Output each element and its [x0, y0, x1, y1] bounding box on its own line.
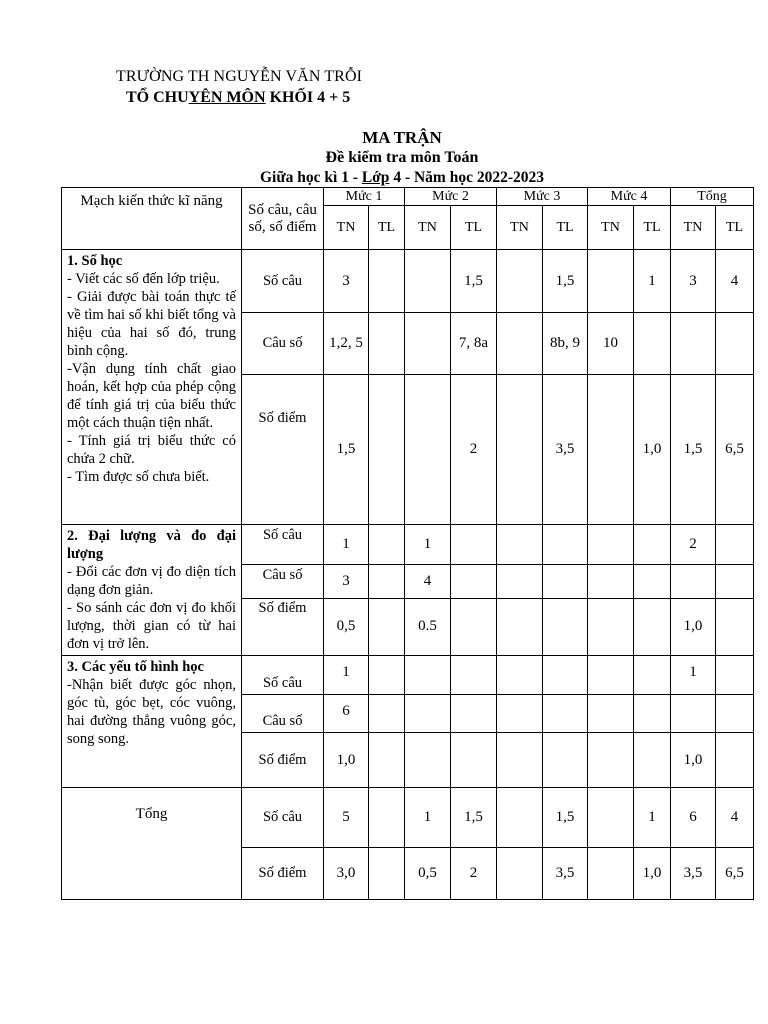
cell: 1,5 [324, 375, 369, 525]
section-2-line: - Đổi các đơn vị đo diện tích dạng đơn giản. [67, 564, 236, 598]
cell [588, 656, 634, 695]
cell [588, 848, 634, 900]
cell [369, 375, 405, 525]
row-label: Số câu [242, 656, 324, 695]
cell [405, 375, 451, 525]
cell [716, 695, 754, 733]
cell [497, 656, 543, 695]
cell [497, 598, 543, 655]
header-level-3: Mức 3 [497, 188, 588, 206]
header-tn: TN [405, 206, 451, 250]
cell: 1 [405, 525, 451, 565]
section-3-description [62, 656, 242, 788]
header-tl: TL [634, 206, 671, 250]
cell: 8b, 9 [543, 313, 588, 375]
cell [716, 598, 754, 655]
section-1-line: - Tìm được số chưa biết. [67, 469, 210, 485]
cell [716, 564, 754, 598]
cell [497, 733, 543, 788]
cell [543, 525, 588, 565]
cell: 5 [324, 788, 369, 848]
cell [543, 598, 588, 655]
cell [543, 733, 588, 788]
cell [451, 695, 497, 733]
cell [671, 313, 716, 375]
section-3-line: -Nhận biết được góc nhọn, góc tù, góc bẹt, cóc vuông, hai đường thẳng vuông góc, song song. [67, 677, 236, 747]
cell [543, 656, 588, 695]
cell: 2 [451, 375, 497, 525]
cell: 1 [324, 656, 369, 695]
row-label: Số câu [242, 250, 324, 313]
cell: 3 [324, 250, 369, 313]
cell [497, 375, 543, 525]
table-row [62, 656, 754, 695]
header-tl: TL [451, 206, 497, 250]
cell: 2 [451, 848, 497, 900]
cell: 3 [324, 564, 369, 598]
cell [451, 564, 497, 598]
cell [588, 788, 634, 848]
cell [716, 656, 754, 695]
cell [588, 733, 634, 788]
header-tl: TL [369, 206, 405, 250]
cell [369, 313, 405, 375]
cell [497, 695, 543, 733]
row-label: Số điểm [242, 598, 324, 655]
cell: 1,0 [634, 375, 671, 525]
row-label: Số điểm [242, 375, 324, 525]
header-total: Tổng [671, 188, 754, 206]
cell: 1,5 [671, 375, 716, 525]
cell: 4 [716, 788, 754, 848]
section-2-line: - So sánh các đơn vị đo khối lượng, thời gian có từ hai đơn vị trở lên. [67, 600, 236, 652]
cell [369, 525, 405, 565]
section-2-description [62, 525, 242, 656]
section-1-title: 1. Số học [67, 253, 123, 269]
cell [634, 598, 671, 655]
cell [634, 695, 671, 733]
cell: 1,2, 5 [324, 313, 369, 375]
cell: 1 [634, 788, 671, 848]
cell: 1 [324, 525, 369, 565]
matrix-table [61, 187, 754, 900]
header-type: Số câu, câu số, số điểm [242, 188, 324, 250]
row-label: Số câu [242, 788, 324, 848]
cell: 6,5 [716, 848, 754, 900]
cell: 1,5 [543, 250, 588, 313]
cell [588, 695, 634, 733]
cell [405, 695, 451, 733]
cell [497, 313, 543, 375]
header-tn: TN [324, 206, 369, 250]
cell [451, 598, 497, 655]
cell [497, 525, 543, 565]
cell: 1,0 [671, 598, 716, 655]
cell: 3 [671, 250, 716, 313]
table-row [62, 525, 754, 565]
document-term: Giữa học kì 1 - Lớp 4 - Năm học 2022-2023 [260, 169, 544, 186]
cell [369, 848, 405, 900]
cell [634, 656, 671, 695]
cell: 4 [405, 564, 451, 598]
cell: 1 [405, 788, 451, 848]
cell: 0,5 [405, 848, 451, 900]
row-label: Câu số [242, 313, 324, 375]
cell: 6,5 [716, 375, 754, 525]
cell: 6 [324, 695, 369, 733]
cell: 1,5 [543, 788, 588, 848]
cell [634, 733, 671, 788]
cell [369, 733, 405, 788]
cell: 3,5 [543, 375, 588, 525]
row-label: Câu số [242, 564, 324, 598]
cell [588, 598, 634, 655]
cell [671, 695, 716, 733]
cell [634, 525, 671, 565]
section-3-title: 3. Các yếu tố hình học [67, 659, 204, 675]
total-label: Tổng [62, 788, 242, 900]
header-level-1: Mức 1 [324, 188, 405, 206]
cell: 6 [671, 788, 716, 848]
document-title: MA TRẬN [362, 128, 442, 147]
cell: 1,0 [634, 848, 671, 900]
cell [405, 656, 451, 695]
section-2-title: 2. Đại lượng và đo đại lượng [67, 528, 236, 562]
cell [497, 564, 543, 598]
cell [369, 788, 405, 848]
cell [716, 733, 754, 788]
cell [405, 733, 451, 788]
cell [543, 695, 588, 733]
cell [369, 598, 405, 655]
row-label: Số điểm [242, 848, 324, 900]
cell: 2 [671, 525, 716, 565]
cell [369, 250, 405, 313]
header-tn: TN [588, 206, 634, 250]
cell [588, 525, 634, 565]
document-subject: Đề kiểm tra môn Toán [325, 149, 479, 166]
cell [405, 313, 451, 375]
cell [671, 564, 716, 598]
cell: 1,0 [324, 733, 369, 788]
header-level-2: Mức 2 [405, 188, 497, 206]
section-1-line: -Vận dụng tính chất giao hoán, kết hợp của phép cộng để tính giá trị của biểu thức một cách thuận tiện nhất. [67, 361, 236, 431]
header-tn: TN [497, 206, 543, 250]
cell [369, 564, 405, 598]
section-1-description [62, 250, 242, 525]
cell [588, 564, 634, 598]
cell: 1,5 [451, 788, 497, 848]
header-tn: TN [671, 206, 716, 250]
cell: 1,0 [671, 733, 716, 788]
section-1-line: - Giải được bài toán thực tế về tìm hai số khi biết tổng và hiệu của hai số đó, trung bình cộng. [67, 289, 236, 359]
cell: 3,5 [543, 848, 588, 900]
header-tl: TL [716, 206, 754, 250]
cell: 3,5 [671, 848, 716, 900]
cell [543, 564, 588, 598]
cell: 7, 8a [451, 313, 497, 375]
school-name: TRƯỜNG TH NGUYỄN VĂN TRỖI [116, 68, 363, 85]
cell [716, 313, 754, 375]
section-1-line: - Viết các số đến lớp triệu. [67, 271, 220, 287]
cell [716, 525, 754, 565]
cell [588, 375, 634, 525]
cell [497, 250, 543, 313]
cell: 4 [716, 250, 754, 313]
cell: 0,5 [324, 598, 369, 655]
cell: 1,5 [451, 250, 497, 313]
cell [634, 564, 671, 598]
section-1-line: - Tính giá trị biểu thức có chứa 2 chữ. [67, 433, 236, 467]
cell [497, 848, 543, 900]
table-row [62, 788, 754, 848]
table-row [62, 250, 754, 313]
cell [451, 525, 497, 565]
cell: 0.5 [405, 598, 451, 655]
group-name: TỔ CHUYÊN MÔN KHỐI 4 + 5 [126, 89, 351, 106]
cell: 1 [671, 656, 716, 695]
cell [451, 656, 497, 695]
cell: 10 [588, 313, 634, 375]
cell: 1 [634, 250, 671, 313]
cell [369, 656, 405, 695]
cell [634, 313, 671, 375]
header-tl: TL [543, 206, 588, 250]
row-label: Số câu [242, 525, 324, 565]
cell [369, 695, 405, 733]
header-level-4: Mức 4 [588, 188, 671, 206]
cell [451, 733, 497, 788]
row-label: Số điểm [242, 733, 324, 788]
header-skill: Mạch kiến thức kĩ năng [62, 188, 242, 250]
row-label: Câu số [242, 695, 324, 733]
cell [405, 250, 451, 313]
cell: 3,0 [324, 848, 369, 900]
cell [497, 788, 543, 848]
cell [588, 250, 634, 313]
